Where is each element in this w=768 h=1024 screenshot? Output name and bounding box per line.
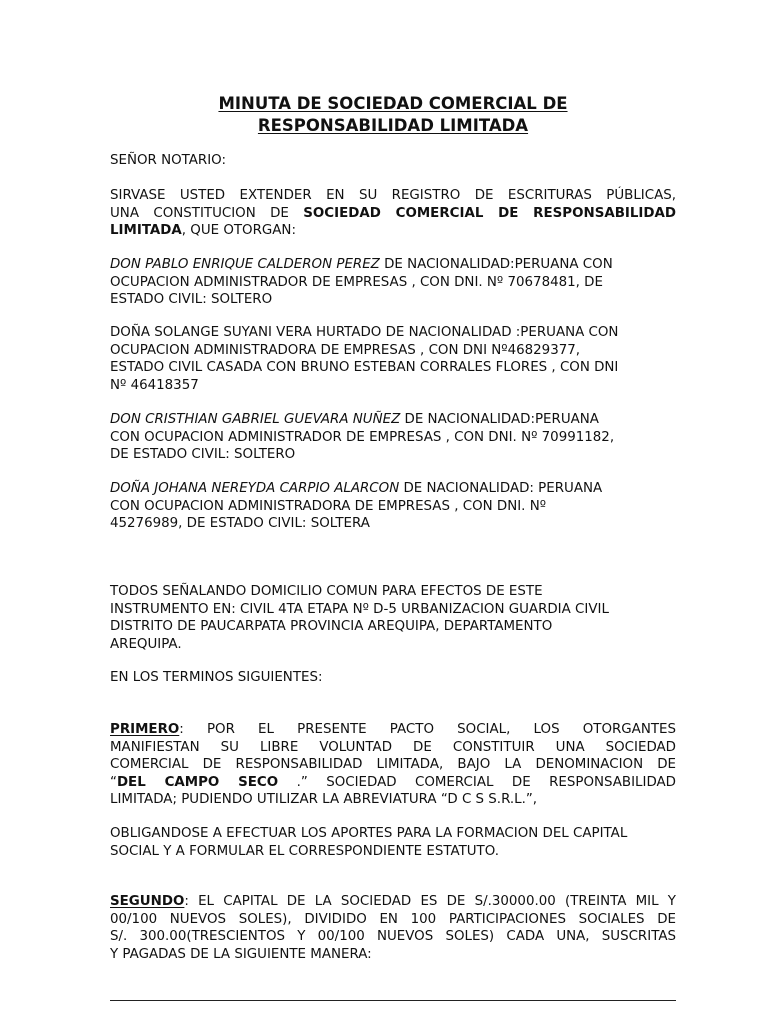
title-line-2: RESPONSABILIDAD LIMITADA — [257, 116, 529, 135]
domicile-paragraph — [110, 583, 676, 653]
partner-4-name: DOÑA JOHANA NEREYDA CARPIO ALARCON — [110, 481, 400, 496]
primero-line-4-text: .” SOCIEDAD COMERCIAL DE RESPONSABILIDAD — [278, 774, 676, 790]
partner-3-name: DON CRISTHIAN GABRIEL GUEVARA NUÑEZ — [110, 412, 401, 427]
company-name-bold: DEL CAMPO SECO — [116, 774, 279, 790]
primero-line-4 — [110, 774, 676, 792]
intro-line-3-text: , QUE OTORGAN: — [181, 223, 296, 238]
partner-2-line-1: DOÑA SOLANGE SUYANI VERA HURTADO DE NACIONALIDAD :PERUANA CON — [110, 325, 619, 340]
obligation-paragraph — [110, 825, 676, 860]
partner-1-line-2: OCUPACION ADMINISTRADOR DE EMPRESAS , CON DNI. Nº 70678481, DE — [110, 274, 603, 290]
partner-1-paragraph — [110, 256, 676, 309]
intro-line-2 — [110, 205, 676, 223]
title-line-1: MINUTA DE SOCIEDAD COMERCIAL DE — [218, 94, 568, 113]
domicile-line-1: TODOS SEÑALANDO DOMICILIO COMUN PARA EFECTOS DE ESTE — [110, 584, 543, 599]
partner-2-line-3: ESTADO CIVIL CASADA CON BRUNO ESTEBAN CORRALES FLORES , CON DNI — [110, 360, 619, 375]
segundo-line-4: Y PAGADAS DE LA SIGUIENTE MANERA: — [110, 946, 372, 962]
partner-4-line-3: 45276989, DE ESTADO CIVIL: SOLTERA — [110, 516, 370, 531]
intro-line-1: SIRVASE USTED EXTENDER EN SU REGISTRO DE ESCRITURAS PÚBLICAS, — [110, 188, 676, 203]
primero-line-5: LIMITADA; PUDIENDO UTILIZAR LA ABREVIATURA “D C S S.R.L.”, — [110, 792, 538, 807]
partner-3-paragraph — [110, 411, 676, 464]
partner-4-nationality: DE NACIONALIDAD: PERUANA — [399, 481, 603, 496]
segundo-line-2: 00/100 NUEVOS SOLES), DIVIDIDO EN 100 PARTICIPACIONES SOCIALES DE — [110, 911, 676, 927]
segundo-line-1 — [110, 893, 676, 911]
primero-label: PRIMERO — [110, 722, 180, 737]
partner-2-paragraph — [110, 324, 676, 394]
document-title — [110, 93, 676, 137]
partner-1-name: DON PABLO ENRIQUE CALDERON PEREZ — [110, 257, 380, 272]
partner-1-line-3: ESTADO CIVIL: SOLTERO — [110, 292, 273, 307]
primero-quote-open: “ — [110, 774, 117, 790]
partner-4-paragraph — [110, 480, 676, 533]
domicile-line-4: AREQUIPA. — [110, 636, 182, 652]
intro-line-3 — [110, 222, 676, 240]
partner-1-line-1 — [110, 256, 676, 274]
obligation-line-1: OBLIGANDOSE A EFECTUAR LOS APORTES PARA LA FORMACION DEL CAPITAL — [110, 826, 628, 841]
footer-divider — [110, 1000, 676, 1001]
partner-4-line-1 — [110, 480, 676, 498]
intro-line-2-text: UNA CONSTITUCION DE — [110, 205, 304, 221]
segundo-label: SEGUNDO — [110, 894, 185, 909]
domicile-line-3: DISTRITO DE PAUCARPATA PROVINCIA AREQUIPA, DEPARTAMENTO — [110, 619, 553, 634]
salutation: SEÑOR NOTARIO: — [110, 153, 227, 168]
article-segundo — [110, 893, 676, 963]
partner-3-nationality: DE NACIONALIDAD:PERUANA — [400, 412, 599, 427]
article-primero — [110, 721, 676, 809]
primero-line-1 — [110, 721, 676, 739]
segundo-line-1-text: : EL CAPITAL DE LA SOCIEDAD ES DE S/.30000.00 (TREINTA MIL Y — [184, 894, 676, 909]
partner-2-line-4: Nº 46418357 — [110, 377, 199, 393]
company-type-bold-end: LIMITADA — [110, 223, 182, 238]
company-type-bold: SOCIEDAD COMERCIAL DE RESPONSABILIDAD — [303, 205, 676, 221]
partner-3-line-3: DE ESTADO CIVIL: SOLTERO — [110, 447, 296, 462]
domicile-line-2: INSTRUMENTO EN: CIVIL 4TA ETAPA Nº D-5 URBANIZACION GUARDIA CIVIL — [110, 601, 609, 617]
segundo-line-3: S/. 300.00(TRESCIENTOS Y 00/100 NUEVOS SOLES) CADA UNA, SUSCRITAS — [110, 929, 676, 944]
partner-2-line-2: OCUPACION ADMINISTRADORA DE EMPRESAS , CON DNI Nº46829377, — [110, 342, 581, 358]
partner-3-line-1 — [110, 411, 676, 429]
partner-3-line-2: CON OCUPACION ADMINISTRADOR DE EMPRESAS , CON DNI. Nº 70991182, — [110, 429, 615, 445]
terms-intro: EN LOS TERMINOS SIGUIENTES: — [110, 670, 323, 685]
intro-paragraph — [110, 187, 676, 240]
partner-4-line-2: CON OCUPACION ADMINISTRADORA DE EMPRESAS , CON DNI. Nº — [110, 498, 547, 514]
primero-line-3: COMERCIAL DE RESPONSABILIDAD LIMITADA, BAJO LA DENOMINACION DE — [110, 757, 676, 772]
obligation-line-2: SOCIAL Y A FORMULAR EL CORRESPONDIENTE ESTATUTO. — [110, 843, 499, 859]
primero-line-2: MANIFIESTAN SU LIBRE VOLUNTAD DE CONSTITUIR UNA SOCIEDAD — [110, 739, 676, 755]
primero-line-1-text: : POR EL PRESENTE PACTO SOCIAL, LOS OTORGANTES — [179, 722, 676, 737]
partner-1-nationality: DE NACIONALIDAD:PERUANA CON — [379, 257, 613, 272]
